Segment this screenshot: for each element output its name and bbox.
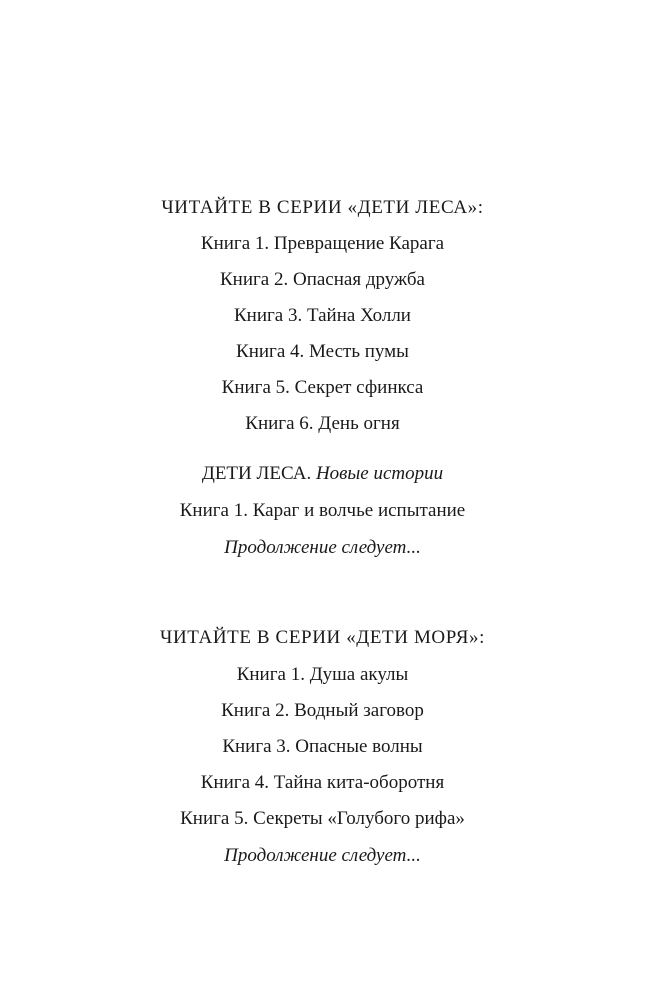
new-stories-subtitle: Новые истории xyxy=(315,463,444,484)
sea-continued-note: Продолжение следует... xyxy=(224,845,421,866)
new-stories-book-1: Книга 1. Караг и волчье испытание xyxy=(179,500,466,521)
sea-book-4: Книга 4. Тайна кита-оборотня xyxy=(200,772,445,793)
sea-series-heading: ЧИТАЙТЕ В СЕРИИ «ДЕТИ МОРЯ»: xyxy=(160,627,485,648)
sea-book-3: Книга 3. Опасные волны xyxy=(222,736,423,757)
forest-book-2: Книга 2. Опасная дружба xyxy=(220,269,425,290)
sea-book-5: Книга 5. Секреты «Голубого рифа» xyxy=(180,808,465,829)
forest-continued-note: Продолжение следует... xyxy=(224,537,421,558)
new-stories-title: ДЕТИ ЛЕСА. xyxy=(201,463,312,484)
forest-book-6: Книга 6. День огня xyxy=(245,413,400,434)
sea-book-2: Книга 2. Водный заговор xyxy=(221,700,424,721)
forest-book-3: Книга 3. Тайна Холли xyxy=(234,305,411,326)
new-stories-heading xyxy=(0,462,645,486)
forest-book-4: Книга 4. Месть пумы xyxy=(236,341,409,362)
forest-book-5: Книга 5. Секрет сфинкса xyxy=(221,377,424,398)
forest-series-heading: ЧИТАЙТЕ В СЕРИИ «ДЕТИ ЛЕСА»: xyxy=(161,197,484,218)
forest-book-1: Книга 1. Превращение Карага xyxy=(200,233,445,254)
sea-book-1: Книга 1. Душа акулы xyxy=(236,664,409,685)
